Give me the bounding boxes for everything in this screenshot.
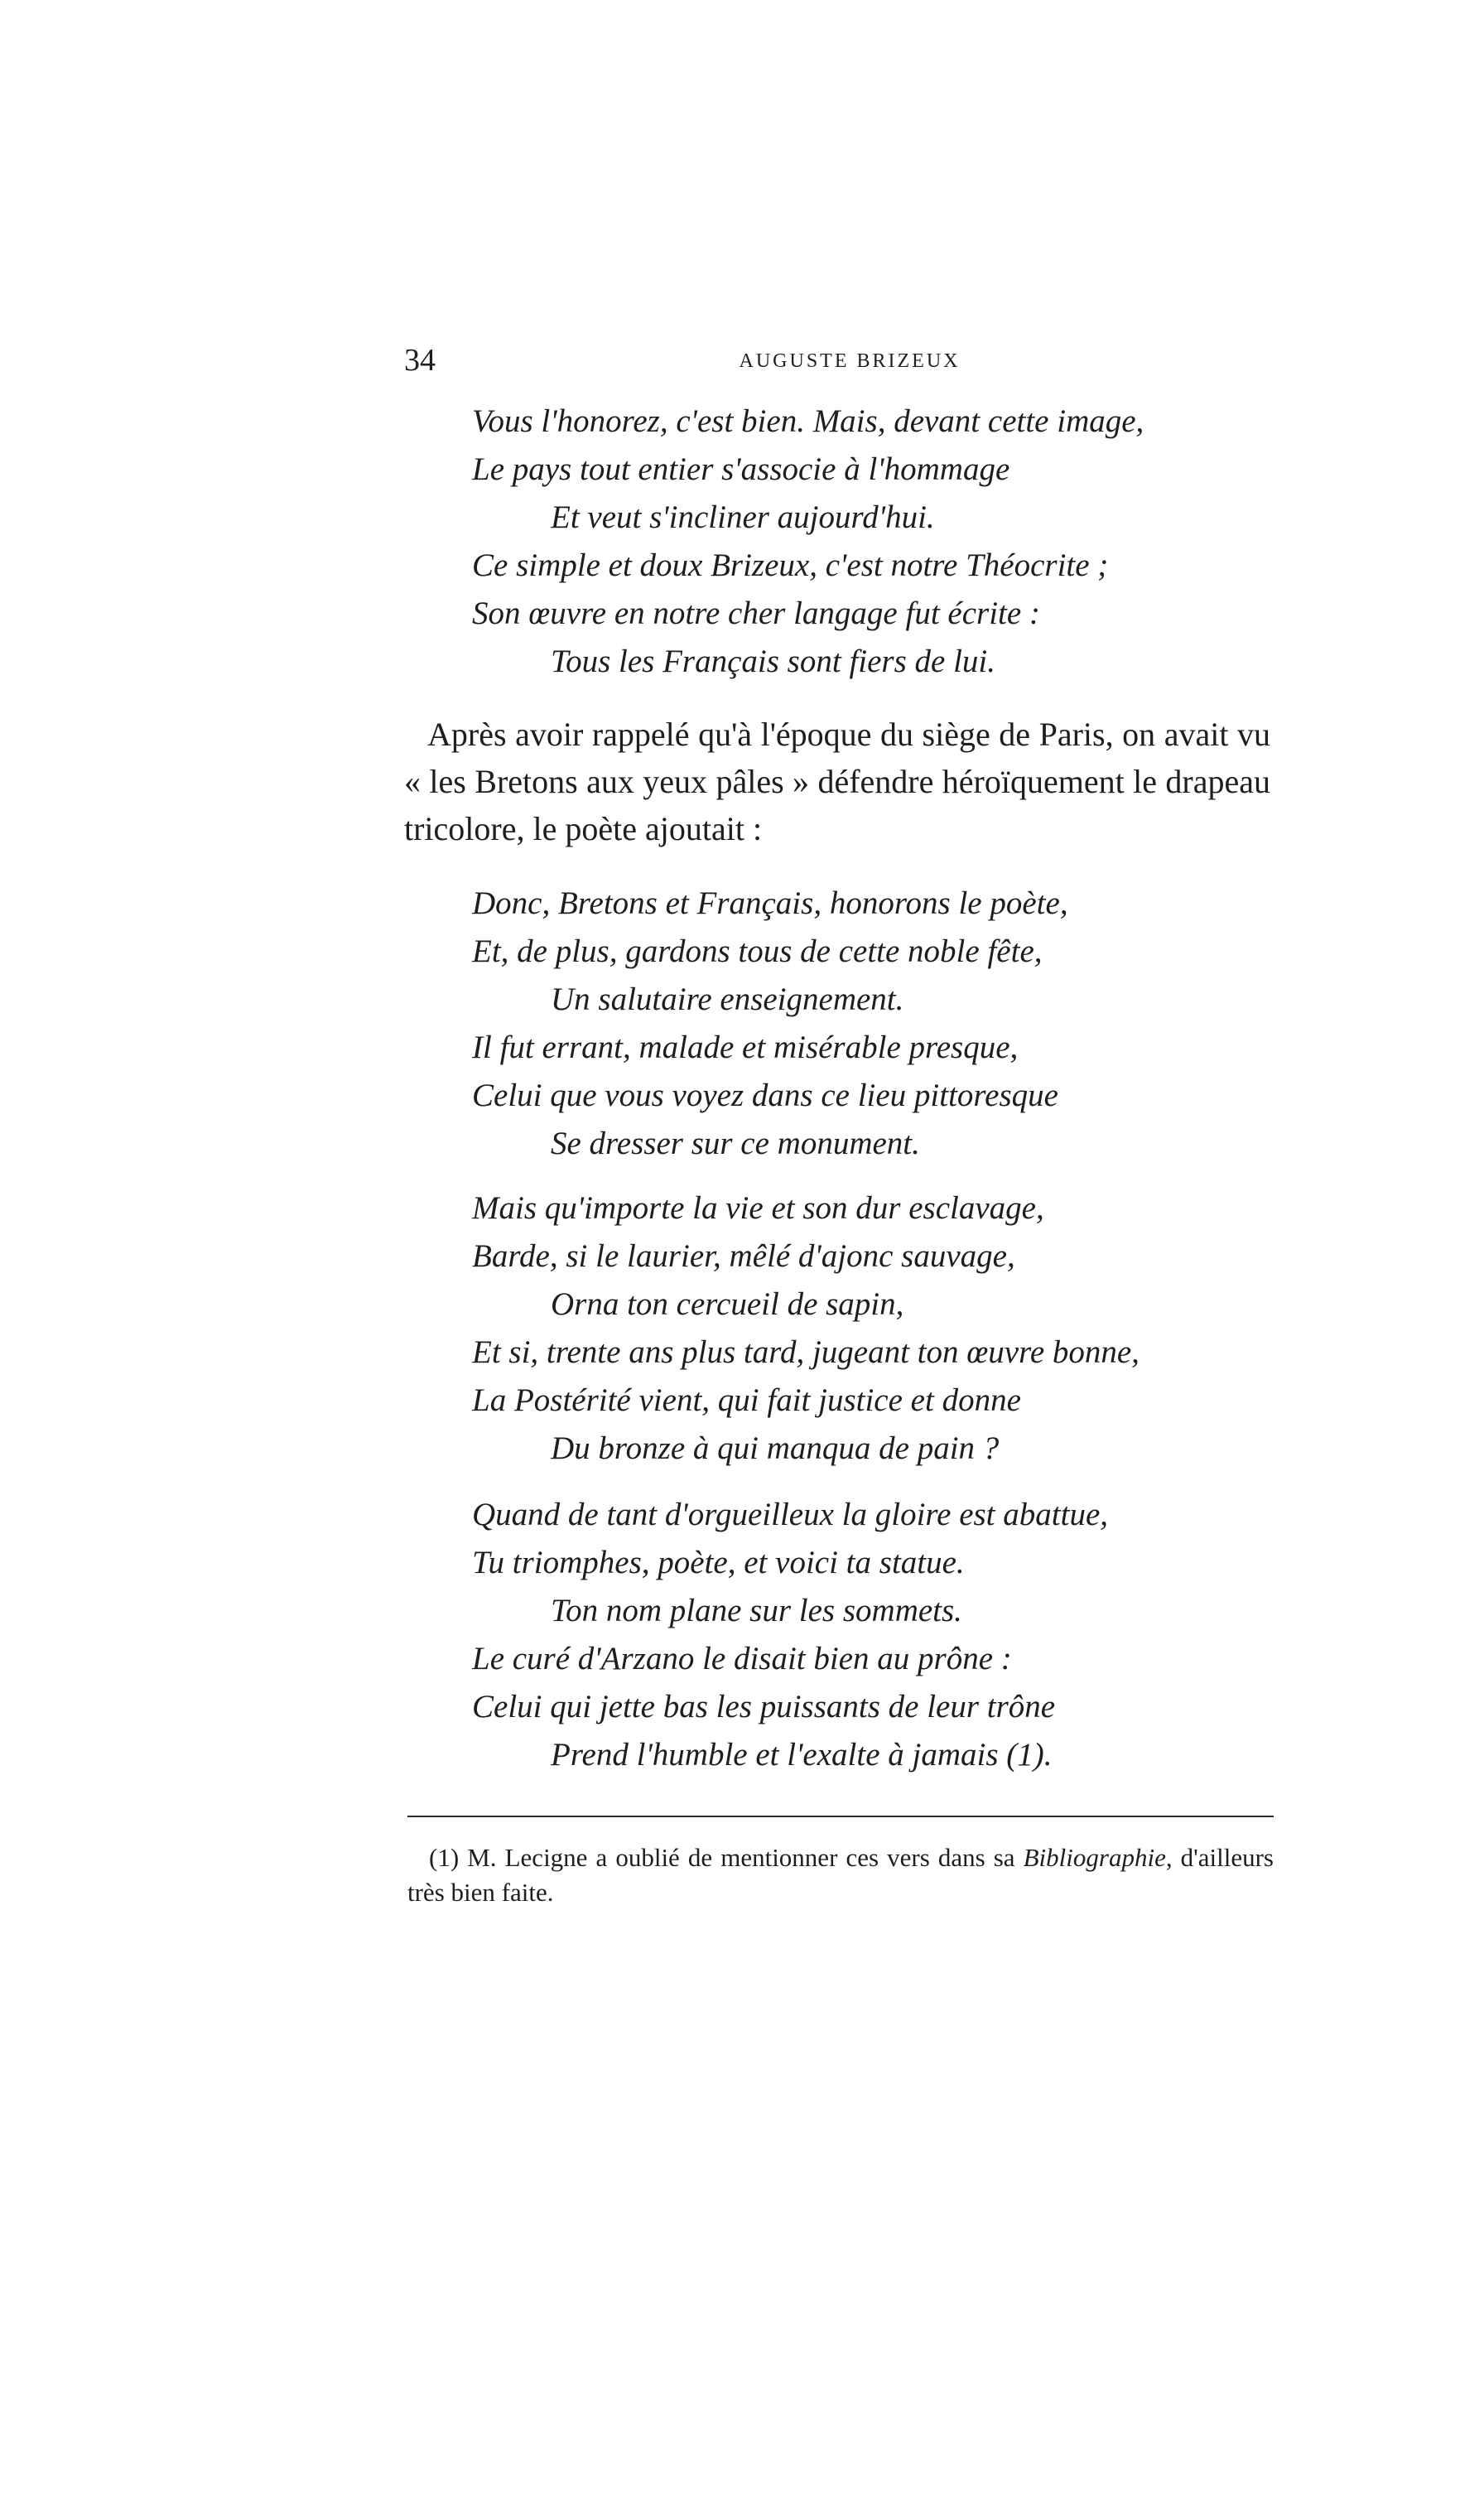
verse-line: Prend l'humble et l'exalte à jamais (1).: [551, 1737, 1053, 1773]
verse-line: Il fut errant, malade et misérable presque,: [472, 1030, 1019, 1065]
verse-line: Et si, trente ans plus tard, jugeant ton œuvre bonne,: [472, 1334, 1140, 1370]
verse-line: Le pays tout entier s'associe à l'hommage: [472, 451, 1010, 487]
paragraph-text: Après avoir rappelé qu'à l'époque du siège de Paris, on avait vu « les Bretons aux yeux pâles » défendre héroïquement le drapeau tricolore, le poète ajoutait :: [404, 716, 1270, 847]
verse-line: Et, de plus, gardons tous de cette noble fête,: [472, 933, 1043, 969]
footnote-text: [407, 1840, 1274, 1910]
verse-line: Et veut s'incliner aujourd'hui.: [551, 499, 935, 535]
verse-line: Tous les Français sont fiers de lui.: [551, 644, 996, 679]
footnote-divider: [407, 1816, 1274, 1817]
verse-line: Ton nom plane sur les sommets.: [551, 1593, 962, 1628]
page-number: 34: [404, 343, 436, 378]
running-title: AUGUSTE BRIZEUX: [739, 350, 961, 372]
verse-line: Mais qu'importe la vie et son dur esclavage,: [472, 1190, 1044, 1226]
verse-line: Quand de tant d'orgueilleux la gloire est abattue,: [472, 1497, 1109, 1532]
verse-line: Orna ton cercueil de sapin,: [551, 1286, 904, 1322]
verse-line: Son œuvre en notre cher langage fut écrite :: [472, 596, 1040, 631]
body-paragraph: [404, 711, 1270, 852]
poem-stanza-4: [472, 1491, 1284, 1779]
poem-stanza-3: [472, 1184, 1284, 1473]
verse-line: Le curé d'Arzano le disait bien au prône :: [472, 1641, 1012, 1676]
poem-stanza-1: [472, 398, 1284, 686]
verse-line: Tu triomphes, poète, et voici ta statue.: [472, 1545, 965, 1580]
verse-line: Ce simple et doux Brizeux, c'est notre Théocrite ;: [472, 547, 1109, 583]
verse-line: Donc, Bretons et Français, honorons le poète,: [472, 885, 1068, 921]
poem-stanza-2: [472, 880, 1284, 1168]
verse-line: Celui qui jette bas les puissants de leur trône: [472, 1689, 1056, 1724]
verse-line: Du bronze à qui manqua de pain ?: [551, 1430, 1000, 1466]
verse-line: Un salutaire enseignement.: [551, 982, 904, 1017]
page-header: [404, 340, 1270, 381]
footnote-text-after: , d'ailleurs très bien faite.: [407, 1843, 1274, 1907]
footnote-marker: (1): [429, 1843, 460, 1872]
verse-line: Barde, si le laurier, mêlé d'ajonc sauvage,: [472, 1238, 1015, 1274]
footnote-text-before: M. Lecigne a oublié de mentionner ces vers dans sa: [459, 1843, 1024, 1872]
footnote-title: Bibliographie: [1023, 1843, 1166, 1872]
verse-line: La Postérité vient, qui fait justice et donne: [472, 1382, 1021, 1418]
footnote: [407, 1840, 1274, 1910]
verse-line: Celui que vous voyez dans ce lieu pittoresque: [472, 1078, 1058, 1113]
verse-line: Se dresser sur ce monument.: [551, 1126, 920, 1161]
verse-line: Vous l'honorez, c'est bien. Mais, devant cette image,: [472, 403, 1144, 439]
